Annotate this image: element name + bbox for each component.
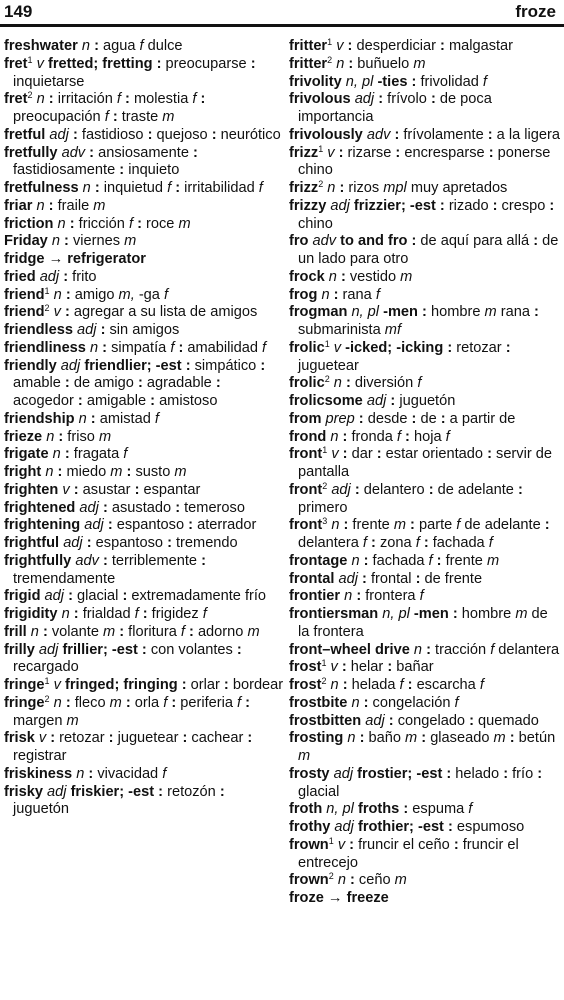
dictionary-entry: frothy adj frothier; -est : espumoso (289, 819, 525, 835)
dictionary-entry: front$^1$ v : dar : estar orientado : servir de pantalla (289, 445, 552, 480)
dictionary-entry: frightfully adv : terriblemente : tremendamente (4, 552, 206, 587)
dictionary-entry: fretful adj : fastidioso : quejoso : neurótico (4, 126, 281, 143)
dictionary-entry: frilly adj frillier; -est : con volantes : recargado (4, 641, 242, 676)
dictionary-entry: freshwater n : agua f dulce (4, 38, 183, 54)
dictionary-entry: frostbite n : congelación f (289, 694, 459, 711)
dictionary-entry: frond n : fronda f : hoja f (289, 428, 450, 445)
dictionary-entry: fret$^1$ v fretted; fretting : preocuparse : inquietarse (4, 54, 256, 90)
dictionary-entry: frown$^2$ n : ceño m (289, 871, 407, 889)
dictionary-entry: frontage n : fachada f : frente m (289, 552, 500, 569)
dictionary-entry: fretfully adv : ansiosamente : fastidiosamente : inquieto (4, 144, 198, 179)
dictionary-entry: front$^3$ n : frente m : parte f de adelante : delantera f : zona f : fachada f (289, 516, 550, 551)
dictionary-entry: from prep : desde : de : a partir de (289, 410, 516, 427)
dictionary-entry: frost$^1$ v : helar : bañar (289, 658, 434, 676)
dictionary-entry: frigid adj : glacial : extremadamente frío (4, 588, 267, 605)
dictionary-entry: friend$^2$ v : agregar a su lista de amigos (4, 303, 258, 321)
header-rule (0, 24, 564, 27)
dictionary-entry: frost$^2$ n : helada f : escarcha f (289, 676, 484, 693)
dictionary-entry: frigidity n : frialdad f : frigidez f (4, 606, 207, 622)
dictionary-entry: fro adv to and fro : de aquí para allá : de un lado para otro (289, 233, 559, 267)
dictionary-entry: fringe$^2$ n : fleco m : orla f : periferia f : margen m (4, 693, 251, 729)
dictionary-entry: frizz$^2$ n : rizos mpl muy apretados (289, 179, 508, 196)
dictionary-entry: frown$^1$ v : fruncir el ceño : fruncir el entrecejo (289, 835, 519, 871)
dictionary-entry: froze → freeze (289, 890, 389, 906)
dictionary-entry: frolic$^1$ v -icked; -icking : retozar : juguetear (289, 338, 511, 374)
dictionary-entry: froth n, pl froths : espuma f (289, 801, 473, 818)
dictionary-entry: friendless adj : sin amigos (4, 322, 180, 338)
guide-word: froze (515, 2, 556, 21)
dictionary-entry: frivolously adv : frívolamente : a la ligera (289, 126, 560, 143)
dictionary-entry: friend$^1$ n : amigo m, -ga f (4, 285, 169, 303)
dictionary-entry: friendly adj friendlier; -est : simpático : amable : de amigo : agradable : acogedor : amigable : amistoso (4, 357, 266, 409)
dictionary-entry: fried adj : frito (4, 268, 97, 285)
dictionary-entry: frightening adj : espantoso : aterrador (4, 517, 257, 534)
dictionary-entry: frightful adj : espantoso : tremendo (4, 535, 238, 551)
left-column (4, 38, 284, 819)
dictionary-entry: frizz$^1$ v : rizarse : encresparse : ponerse chino (289, 143, 551, 179)
dictionary-entry: friskiness n : vivacidad f (4, 765, 167, 782)
dictionary-entry: frivolous adj : frívolo : de poca importancia (289, 91, 492, 125)
dictionary-entry: frolic$^2$ n : diversión f (289, 374, 422, 392)
dictionary-entry: fret$^2$ n : irritación f : molestia f : preocupación f : traste m (4, 90, 206, 125)
page-number: 149 (4, 2, 33, 21)
dictionary-entry: fright n : miedo m : susto m (4, 464, 187, 480)
dictionary-entry: fringe$^1$ v fringed; fringing : orlar : bordear (4, 676, 284, 693)
dictionary-entry: frontal adj : frontal : de frente (289, 570, 483, 587)
page-header (4, 2, 556, 20)
dictionary-entry: frostbitten adj : congelado : quemado (289, 712, 539, 729)
dictionary-entry: frolicsome adj : juguetón (289, 393, 456, 409)
dictionary-entry: friction n : fricción f : roce m (4, 215, 191, 232)
dictionary-entry: frosty adj frostier; -est : helado : frío : glacial (289, 765, 543, 800)
dictionary-entry: frizzy adj frizzier; -est : rizado : crespo : chino (289, 197, 555, 232)
dictionary-entry: fretfulness n : inquietud f : irritabilidad f (4, 180, 263, 196)
dictionary-entry: fridge → refrigerator (4, 251, 146, 267)
dictionary-entry: frosting n : baño m : glaseado m : betún m (289, 730, 556, 764)
dictionary-entry: frivolity n, pl -ties : frivolidad f (289, 73, 487, 90)
dictionary-entry: frogman n, pl -men : hombre m rana : submarinista mf (289, 304, 539, 338)
dictionary-entry: frontiersman n, pl -men : hombre m de la frontera (289, 606, 548, 640)
dictionary-entry: friar n : fraile m (4, 197, 106, 214)
dictionary-entry: Friday n : viernes m (4, 233, 137, 250)
dictionary-entry: fritter$^1$ v : desperdiciar : malgastar (289, 37, 514, 54)
dictionary-entry: friendship n : amistad f (4, 410, 159, 427)
dictionary-entry: frontier n : frontera f (289, 588, 424, 605)
dictionary-entry: front–wheel drive n : tracción f delantera (289, 641, 560, 658)
dictionary-entry: frill n : volante m : floritura f : adorno m (4, 623, 260, 640)
dictionary-entry: frighten v : asustar : espantar (4, 481, 201, 498)
dictionary-entry: frieze n : friso m (4, 428, 112, 445)
dictionary-entry: front$^2$ adj : delantero : de adelante : primero (289, 480, 523, 516)
dictionary-entry: frisk v : retozar : juguetear : cachear : registrar (4, 730, 253, 764)
dictionary-entry: frightened adj : asustado : temeroso (4, 499, 245, 516)
dictionary-entry: frock n : vestido m (289, 268, 413, 285)
dictionary-entry: fritter$^2$ n : buñuelo m (289, 54, 426, 72)
dictionary-entry: frigate n : fragata f (4, 446, 128, 463)
right-column (289, 38, 561, 908)
dictionary-entry: frisky adj friskier; -est : retozón : juguetón (4, 783, 225, 818)
dictionary-entry: frog n : rana f (289, 286, 380, 303)
dictionary-entry: friendliness n : simpatía f : amabilidad f (4, 339, 267, 356)
